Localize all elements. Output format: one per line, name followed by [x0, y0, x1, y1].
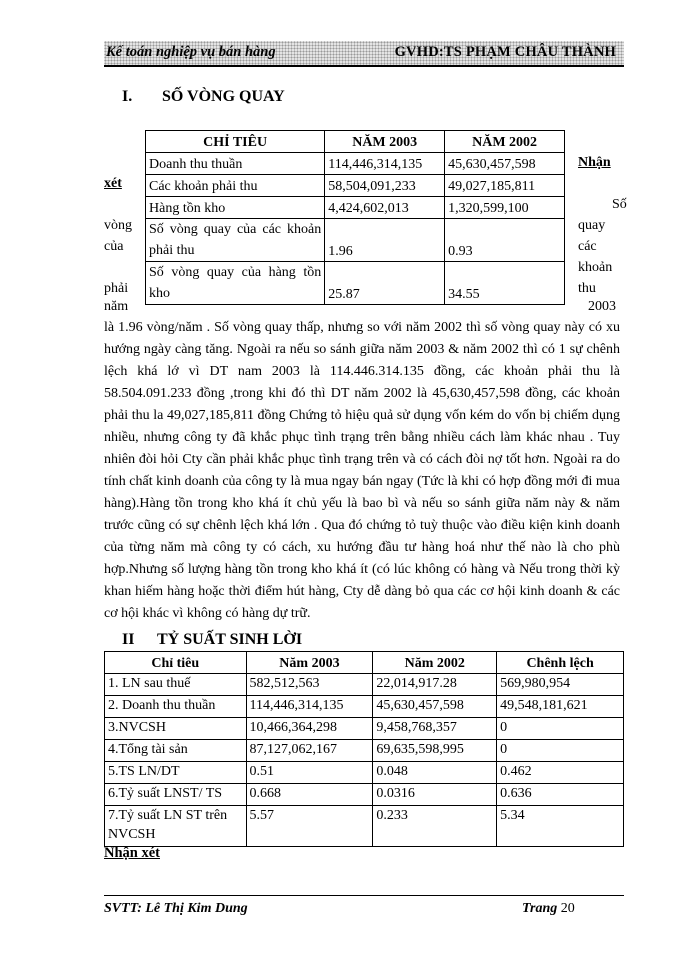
table-row: [146, 219, 565, 262]
table-header-row: [146, 131, 565, 153]
table-cell: 1.96: [325, 219, 445, 262]
table-cell: Số vòng quay của hàng tồn kho: [146, 262, 325, 305]
table-cell: 0.668: [246, 784, 373, 806]
table-cell: 0.462: [497, 762, 624, 784]
page-label: Trang: [522, 901, 558, 916]
table-cell: 25.87: [325, 262, 445, 305]
table-cell: 4.Tổng tài sản: [105, 740, 247, 762]
table-cell: 6.Tỷ suất LNST/ TS: [105, 784, 247, 806]
table-cell: 0.51: [246, 762, 373, 784]
table-cell: 22,014,917.28: [373, 674, 497, 696]
table-cell: 58,504,091,233: [325, 175, 445, 197]
table-cell: Số vòng quay của các khoản phải thu: [146, 219, 325, 262]
table-row: [105, 696, 624, 718]
col-header: Chỉ tiêu: [105, 652, 247, 674]
side-word: 2003: [588, 299, 616, 314]
table-row: [146, 153, 565, 175]
table-cell: 4,424,602,013: [325, 197, 445, 219]
analysis-paragraph: là 1.96 vòng/năm . Số vòng quay thấp, nhưng so với năm 2002 thì số vòng quay này có xu hướng ngày càng tăng. Ngoài ra nếu so sánh giữa năm 2003 & năm 2002 thì có 1 sự chênh lệch khá lớ vì DT nam 2003 là 114.446.314.135 đồng, các khoản phải thu là 58.504.091.233 đồng ,trong khi đó thì DT năm 2002 là 45,630,457,598 đồng, các khoản phải thu la 49,027,185,811 đồng Chứng tỏ hiệu quả sử dụng vốn kém do vốn bị chiếm dụng nhiều, nhưng công ty đã khắc phục tình trạng trên bằng nhiều cách làm khác nhau . Tuy nhiên đòi hỏi Cty cần phải khắc phục tình trạng trên và có cách đòi nợ tốt hơn. Ngoài ra do tính chất kinh doanh của công ty là mua ngay bán ngay (Tức là khi có hợp đồng mới đi mua hàng).Hàng tồn trong kho khá ít chủ yếu là bao bì và nếu so sánh giữa năm này & năm trước cũng có sự chênh lệch khá lớn . Qua đó chứng tỏ tuỳ thuộc vào điều kiện kinh doanh của từng năm mà công ty có cách, xu hướng đầu tư hàng hoá như thế nào là cho phù hợp.Nhưng số lượng hàng tồn trong kho khá ít (có lúc không có hàng và Nếu trong thời kỳ khan hiếm hàng hoặc thời điểm hút hàng, Cty dễ dàng bỏ qua các cơ hội kinh doanh & các cơ hội khác vì không có hàng dự trữ.: [104, 320, 620, 621]
turnover-table: [145, 130, 565, 305]
table-cell: 2. Doanh thu thuần: [105, 696, 247, 718]
table-cell: 5.57: [246, 806, 373, 847]
side-word: xét: [104, 176, 122, 191]
section2-title: TỶ SUẤT SINH LỜI: [157, 631, 303, 648]
side-word: vòng: [104, 218, 132, 233]
table-cell: 0: [497, 740, 624, 762]
col-header: CHỈ TIÊU: [146, 131, 325, 153]
table-cell: 0.233: [373, 806, 497, 847]
side-word: Nhận: [578, 155, 611, 170]
table-row: [146, 262, 565, 305]
table-cell: 0.636: [497, 784, 624, 806]
table-header-row: [105, 652, 624, 674]
table-cell: 34.55: [445, 262, 565, 305]
table-row: [105, 806, 624, 847]
table-cell: 0.048: [373, 762, 497, 784]
col-header: Năm 2003: [246, 652, 373, 674]
table-row: [105, 674, 624, 696]
table-row: [146, 197, 565, 219]
side-word: quay: [578, 218, 606, 233]
table-cell: 1. LN sau thuế: [105, 674, 247, 696]
table-cell: 9,458,768,357: [373, 718, 497, 740]
section2-number: II: [122, 631, 135, 648]
table-cell: 5.TS LN/DT: [105, 762, 247, 784]
side-word: thu: [578, 281, 596, 296]
table-cell: 49,548,181,621: [497, 696, 624, 718]
side-word: Số: [612, 197, 627, 212]
footer-rule: [104, 895, 624, 896]
side-word: các: [578, 239, 597, 254]
table-cell: 582,512,563: [246, 674, 373, 696]
table-cell: 45,630,457,598: [445, 153, 565, 175]
header-title: Kế toán nghiệp vụ bán hàng: [106, 44, 276, 60]
table-cell: 0.0316: [373, 784, 497, 806]
table-cell: 1,320,599,100: [445, 197, 565, 219]
col-header: NĂM 2002: [445, 131, 565, 153]
table-row: [105, 740, 624, 762]
side-word: của: [104, 239, 124, 254]
page-header: [104, 41, 624, 67]
footer-author: SVTT: Lê Thị Kim Dung: [104, 901, 248, 916]
side-word: khoản: [578, 260, 613, 275]
section1-title: SỐ VÒNG QUAY: [162, 88, 285, 105]
table-cell: 5.34: [497, 806, 624, 847]
table-row: [105, 718, 624, 740]
table-cell: 0: [497, 718, 624, 740]
note-heading: Nhận xét: [104, 845, 160, 861]
col-header: NĂM 2003: [325, 131, 445, 153]
page-value: 20: [560, 901, 575, 916]
table-cell: Hàng tồn kho: [146, 197, 325, 219]
side-word: năm: [104, 299, 129, 314]
table-cell: 114,446,314,135: [325, 153, 445, 175]
col-header: Chênh lệch: [497, 652, 624, 674]
section1-number: I.: [122, 88, 133, 105]
header-advisor: GVHD:TS PHẠM CHÂU THÀNH: [394, 44, 616, 60]
table-cell: 7.Tỷ suất LN ST trên NVCSH: [105, 806, 247, 847]
table-cell: 69,635,598,995: [373, 740, 497, 762]
table-row: [105, 762, 624, 784]
table-cell: 0.93: [445, 219, 565, 262]
table-cell: 49,027,185,811: [445, 175, 565, 197]
table-cell: 569,980,954: [497, 674, 624, 696]
profitability-table: [104, 651, 624, 847]
col-header: Năm 2002: [373, 652, 497, 674]
table-cell: Doanh thu thuần: [146, 153, 325, 175]
page-number: [522, 901, 575, 917]
table-cell: Các khoản phải thu: [146, 175, 325, 197]
table-cell: 3.NVCSH: [105, 718, 247, 740]
table-cell: 45,630,457,598: [373, 696, 497, 718]
table-row: [105, 784, 624, 806]
table-cell: 10,466,364,298: [246, 718, 373, 740]
table-cell: 114,446,314,135: [246, 696, 373, 718]
table-row: [146, 175, 565, 197]
table-cell: 87,127,062,167: [246, 740, 373, 762]
side-word: phải: [104, 281, 129, 296]
